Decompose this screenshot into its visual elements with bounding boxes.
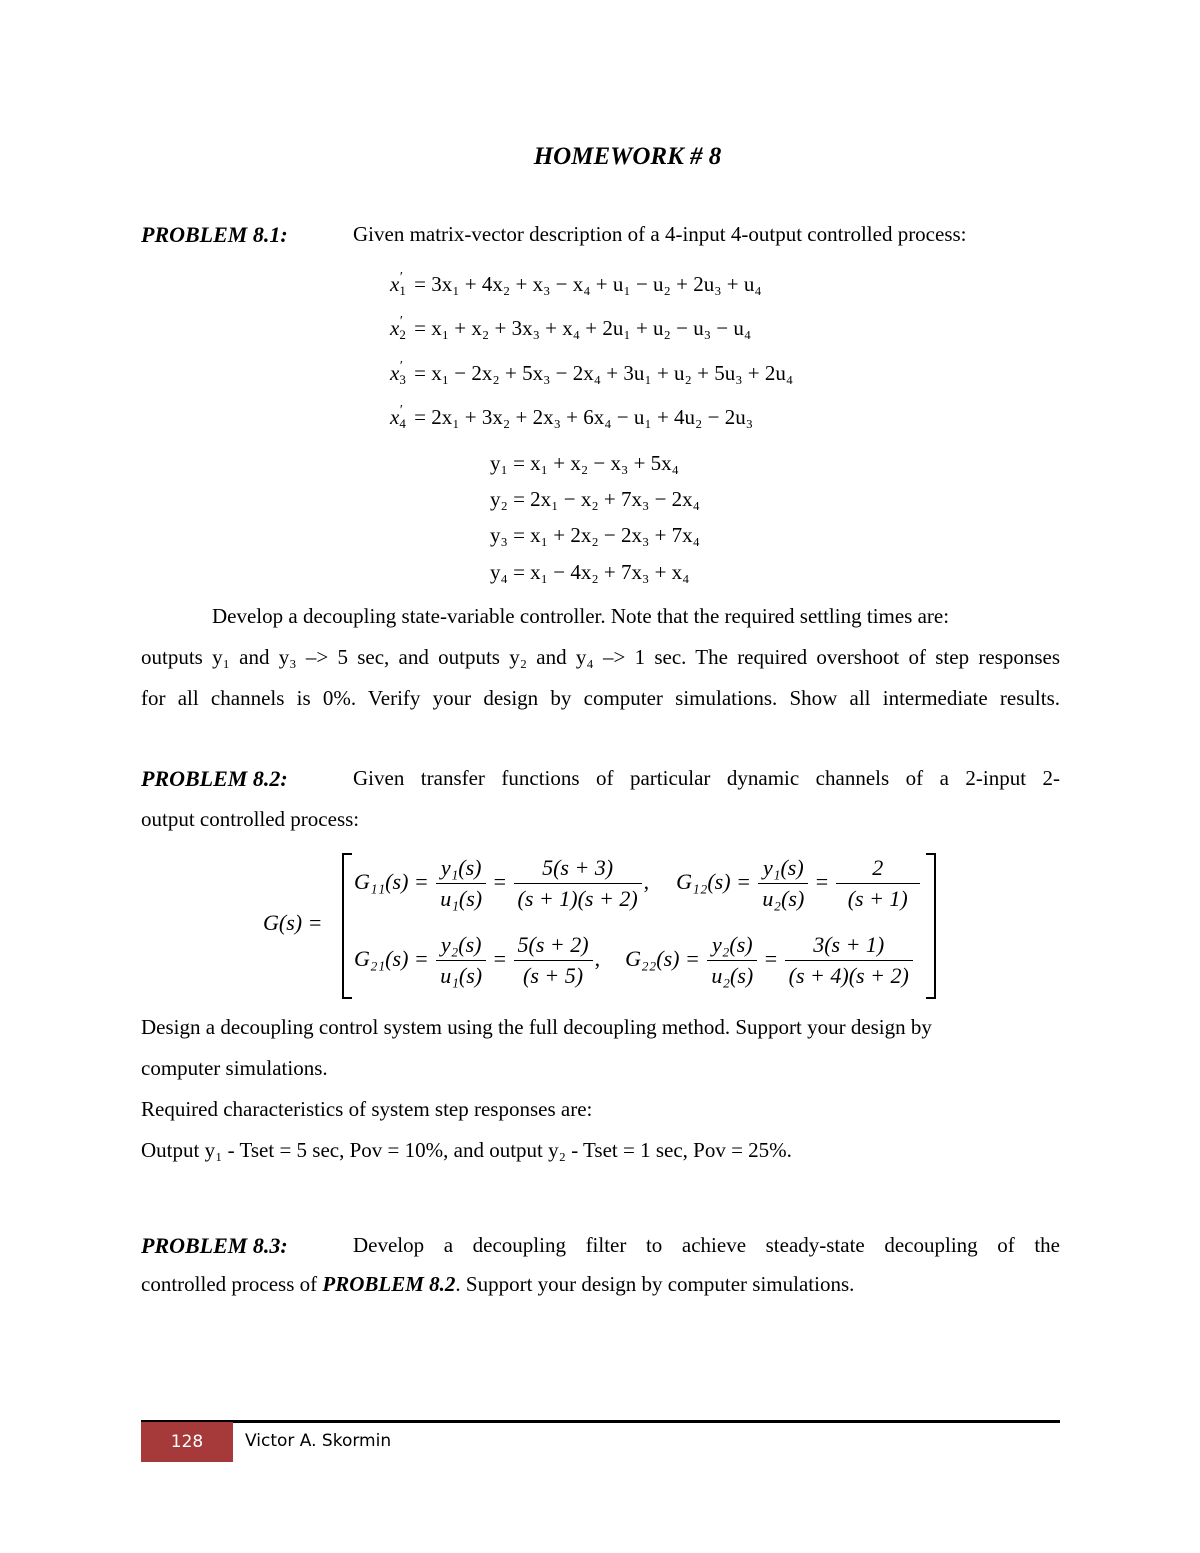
state-equation-3: $x_3' = x_1 - 2x_2 + 5x_3 - 2x_4 + 3u_1 + u_2 + 5u_3 + 2u_4$ <box>390 359 794 387</box>
transfer-matrix-label: G(s) = <box>263 910 323 935</box>
footer-rule <box>141 1420 1060 1423</box>
state-equation-2: $x_2' = x_1 + x_2 + 3x_3 + x_4 + 2u_1 + u_2 - u_3 - u_4$ <box>390 314 752 342</box>
problem-8-1-paragraph-line-2: outputs y₁ and y₃ –> 5 sec, and outputs y₂ and y₄ –> 1 sec. The required overshoot of step responses <box>141 645 1060 669</box>
g11-element: G₁₁(s) = $\frac{\text{y₁(s)}}{\text{u₁(s)}}$ = $\frac{5(s + 3)}{(s + 1)(s + 2)}$ , <box>354 855 650 911</box>
problem-8-2-label: PROBLEM 8.2: <box>141 766 288 791</box>
page-number: 128 <box>141 1422 233 1462</box>
output-equation-1: y₁ = x₁ + x₂ − x₃ + 5x₄ <box>490 451 679 475</box>
problem-8-1-paragraph-line-1: Develop a decoupling state-variable controller. Note that the required settling times are: <box>212 604 950 628</box>
output-equation-4: y₄ = x₁ − 4x₂ + 7x₃ + x₄ <box>490 560 690 584</box>
problem-8-2-specifications: Output y₁ - Tset = 5 sec, Pov = 10%, and output y₂ - Tset = 1 sec, Pov = 25%. <box>141 1138 792 1162</box>
g12-element: G₁₂(s) = $\frac{\text{y₁(s)}}{\text{u₂(s)}}$ = $\frac{2}{(s + 1)}$ <box>676 869 922 894</box>
output-equation-3: y₃ = x₁ + 2x₂ − 2x₃ + 7x₄ <box>490 523 700 547</box>
problem-8-1-intro: Given matrix-vector description of a 4-input 4-output controlled process: <box>353 222 967 246</box>
problem-8-2-requirements: Required characteristics of system step responses are: <box>141 1097 593 1121</box>
problem-8-2-intro-line-1: Given transfer functions of particular dynamic channels of a 2-input 2- <box>353 766 1060 790</box>
transfer-matrix-row-1 <box>354 853 922 914</box>
problem-8-2-reference: PROBLEM 8.2 <box>322 1272 456 1296</box>
problem-8-1-paragraph-line-3: for all channels is 0%. Verify your design by computer simulations. Show all intermediate results. <box>141 686 1060 710</box>
output-equation-2: y₂ = 2x₁ − x₂ + 7x₃ − 2x₄ <box>490 487 700 511</box>
problem-8-2-intro-line-2: output controlled process: <box>141 807 360 831</box>
state-equation-1: $x_1' = 3x_1 + 4x_2 + x_3 - x_4 + u_1 - u_2 + 2u_3 + u_4$ <box>390 270 762 298</box>
g22-element: G₂₂(s) = $\frac{\text{y₂(s)}}{\text{u₂(s)}}$ = $\frac{3(s + 1)}{(s + 4)(s + 2)}$ <box>625 946 915 971</box>
footer-author: Victor A. Skormin <box>245 1431 392 1451</box>
problem-8-3-line-2: controlled process of PROBLEM 8.2. Support your design by computer simulations. <box>141 1272 855 1296</box>
page-title: HOMEWORK # 8 <box>533 143 722 170</box>
state-equation-4: $x_4' = 2x_1 + 3x_2 + 2x_3 + 6x_4 - u_1 + 4u_2 - 2u_3$ <box>390 403 754 431</box>
problem-8-3-line-1: Develop a decoupling filter to achieve steady-state decoupling of the <box>353 1233 1060 1257</box>
g21-element: G₂₁(s) = $\frac{\text{y₂(s)}}{\text{u₁(s)}}$ = $\frac{5(s + 2)}{(s + 5)}$ , <box>354 932 601 988</box>
matrix-right-bracket <box>926 853 936 999</box>
transfer-matrix-row-2 <box>354 930 915 991</box>
problem-8-3-label: PROBLEM 8.3: <box>141 1233 288 1258</box>
problem-8-2-design-line-1: Design a decoupling control system using the full decoupling method. Support your design by <box>141 1015 932 1039</box>
matrix-left-bracket <box>342 853 352 999</box>
problem-8-2-design-line-2: computer simulations. <box>141 1056 328 1080</box>
problem-8-1-label: PROBLEM 8.1: <box>141 222 288 247</box>
